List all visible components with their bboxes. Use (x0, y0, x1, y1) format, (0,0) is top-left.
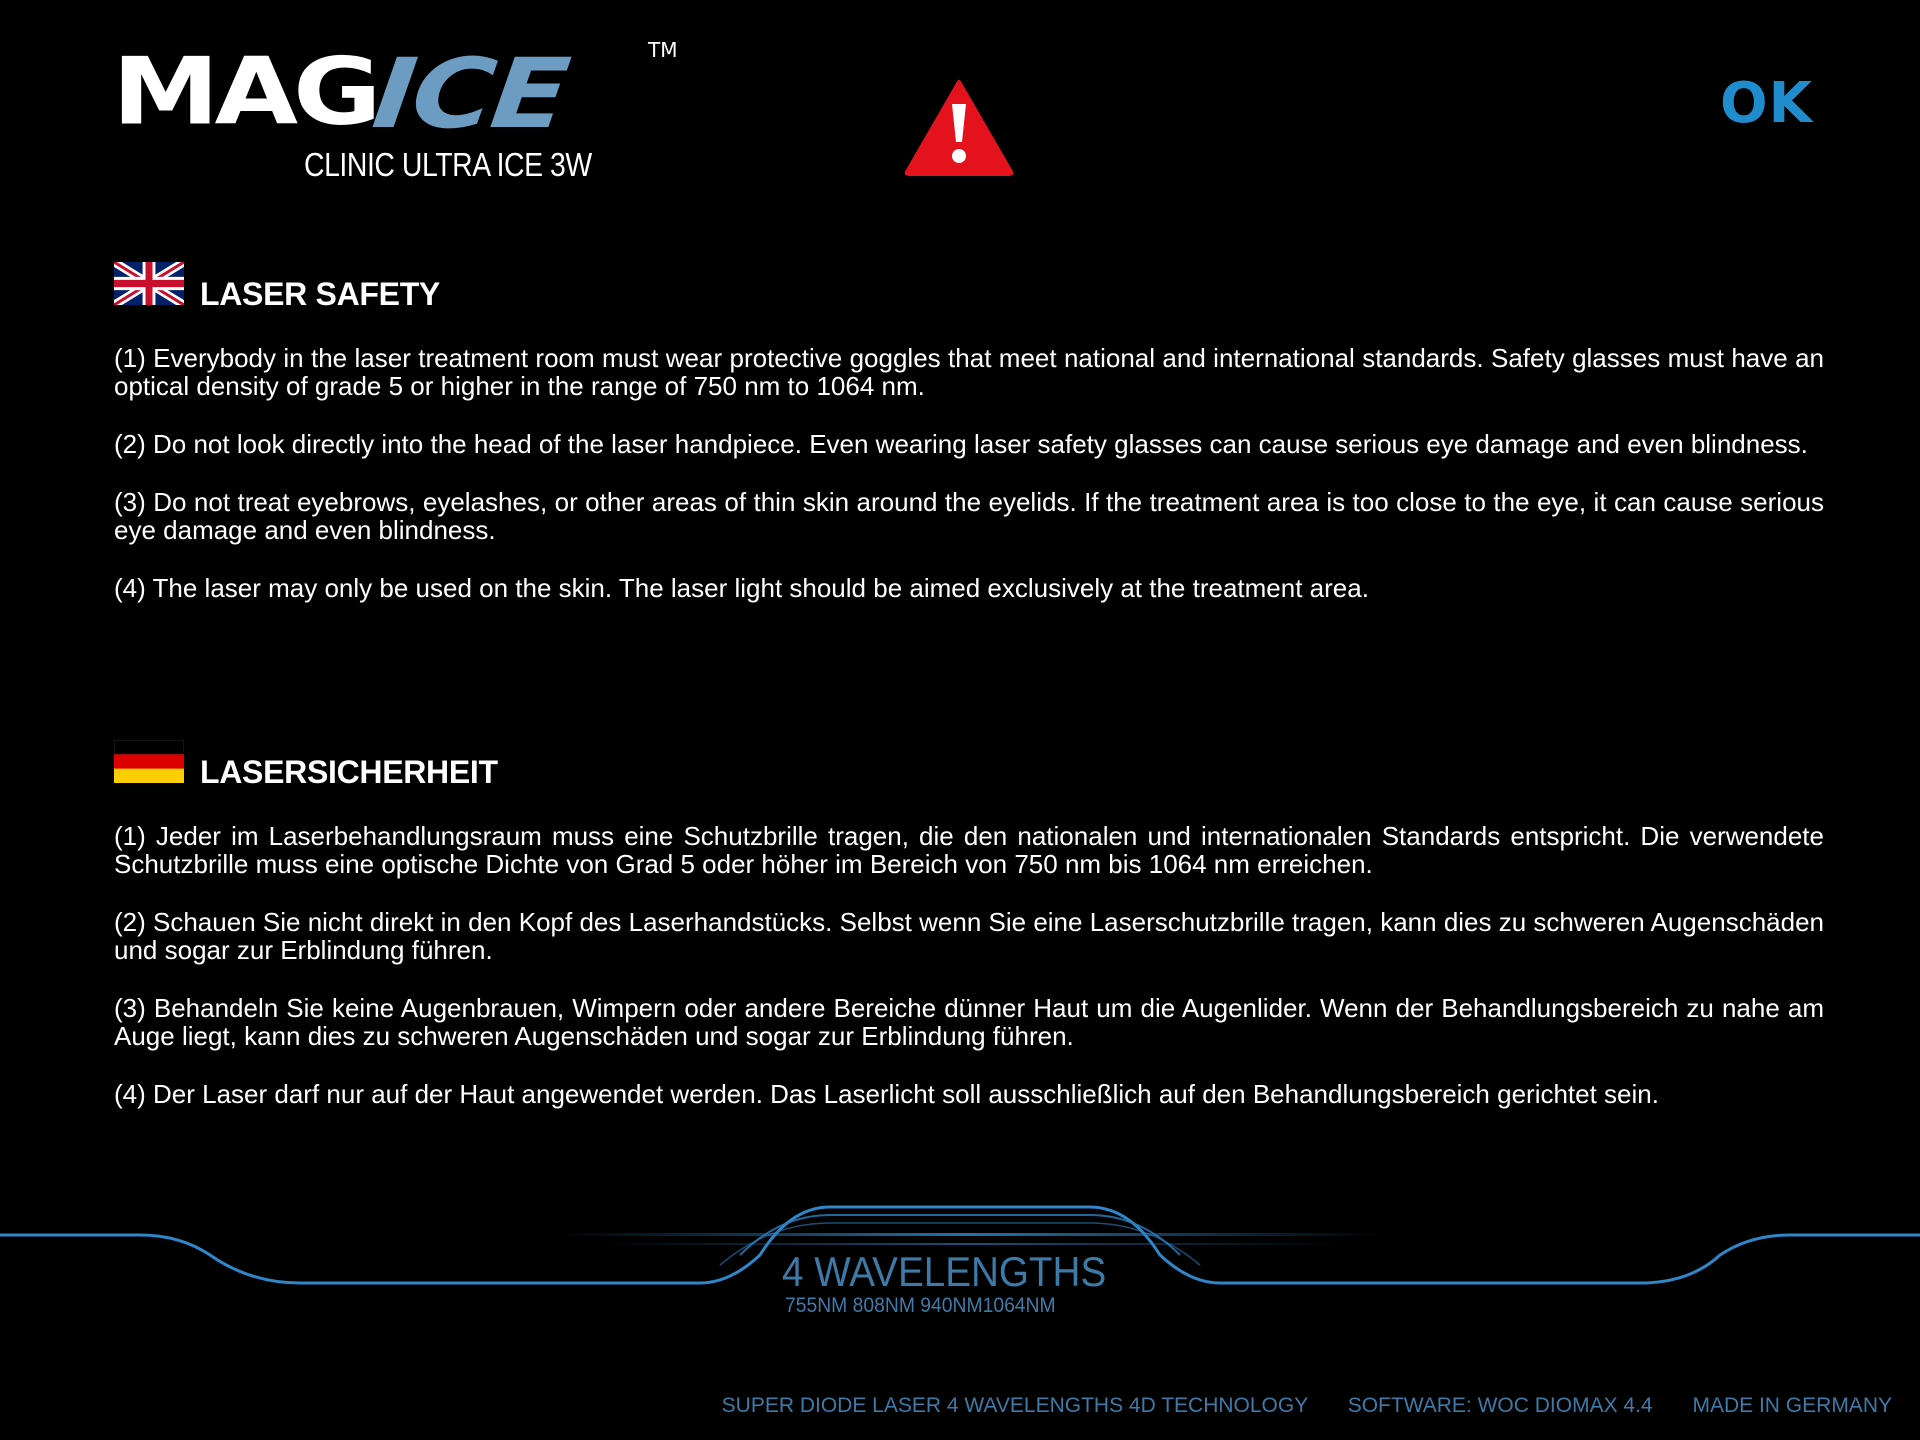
safety-rule-en-2: (2) Do not look directly into the head of the laser handpiece. Even wearing laser safety glasses can cause serious eye damage and even blindness. (114, 429, 1808, 459)
warning-triangle-icon (904, 78, 1014, 176)
bottom-info-bar (688, 1394, 1892, 1418)
laser-safety-section-de (114, 740, 1824, 1138)
laser-safety-section-en (114, 262, 1824, 632)
wavelengths-list: 755NM 808NM 940NM1064NM (785, 1294, 1056, 1317)
model-name: CLINIC ULTRA ICE 3W (304, 146, 592, 183)
safety-rule-de-2: (2) Schauen Sie nicht direkt in den Kopf des Laserhandstücks. Selbst wenn Sie eine Laserschutzbrille tragen, kann dies zu schweren Augenschäden und sogar zur Erblindung führen. (114, 907, 1824, 965)
section-title-de: LASERSICHERHEIT (200, 754, 498, 790)
german-flag-icon (114, 740, 184, 783)
technology-text: SUPER DIODE LASER 4 WAVELENGTHS 4D TECHNOLOGY (721, 1394, 1308, 1417)
uk-flag-icon (114, 262, 184, 305)
section-header-de (114, 740, 1824, 796)
trademark-symbol: TM (648, 38, 678, 62)
section-header-en (114, 262, 1824, 318)
safety-rule-de-4: (4) Der Laser darf nur auf der Haut angewendet werden. Das Laserlicht soll ausschließlich auf den Behandlungsbereich gerichtet sein. (114, 1079, 1659, 1109)
safety-rule-de-3: (3) Behandeln Sie keine Augenbrauen, Wimpern oder andere Bereiche dünner Haut um die Augenlider. Wenn der Behandlungsbereich zu nahe am Auge liegt, kann dies zu schweren Augenschäden und sogar zur Erblindung führen. (114, 993, 1824, 1051)
paragraph-list-en (114, 344, 1824, 602)
safety-rule-en-4: (4) The laser may only be used on the skin. The laser light should be aimed exclusively at the treatment area. (114, 573, 1369, 603)
software-version: SOFTWARE: WOC DIOMAX 4.4 (1347, 1394, 1653, 1417)
safety-rule-de-1: (1) Jeder im Laserbehandlungsraum muss eine Schutzbrille tragen, die den nationalen und internationalen Standards entspricht. Die verwendete Schutzbrille muss eine optische Dichte von Grad 5 oder höher im Bereich von 750 nm bis 1064 nm erreichen. (114, 821, 1824, 879)
made-in-text: MADE IN GERMANY (1692, 1394, 1892, 1417)
section-title-en: LASER SAFETY (200, 276, 440, 312)
wavelengths-title: 4 WAVELENGTHS (782, 1248, 1107, 1295)
logo-ice-text: ICE (367, 38, 573, 151)
safety-rule-en-1: (1) Everybody in the laser treatment room must wear protective goggles that meet national and international standards. Safety glasses must have an optical density of grade 5 or higher in the range of 750 nm to 1064 nm. (114, 343, 1824, 401)
paragraph-list-de (114, 822, 1824, 1108)
brand-logo (112, 38, 682, 188)
logo-mag-text: MAG (112, 38, 377, 146)
ok-button[interactable]: OK (1720, 71, 1813, 136)
safety-rule-en-3: (3) Do not treat eyebrows, eyelashes, or other areas of thin skin around the eyelids. If the treatment area is too close to the eye, it can cause serious eye damage and even blindness. (114, 487, 1824, 545)
